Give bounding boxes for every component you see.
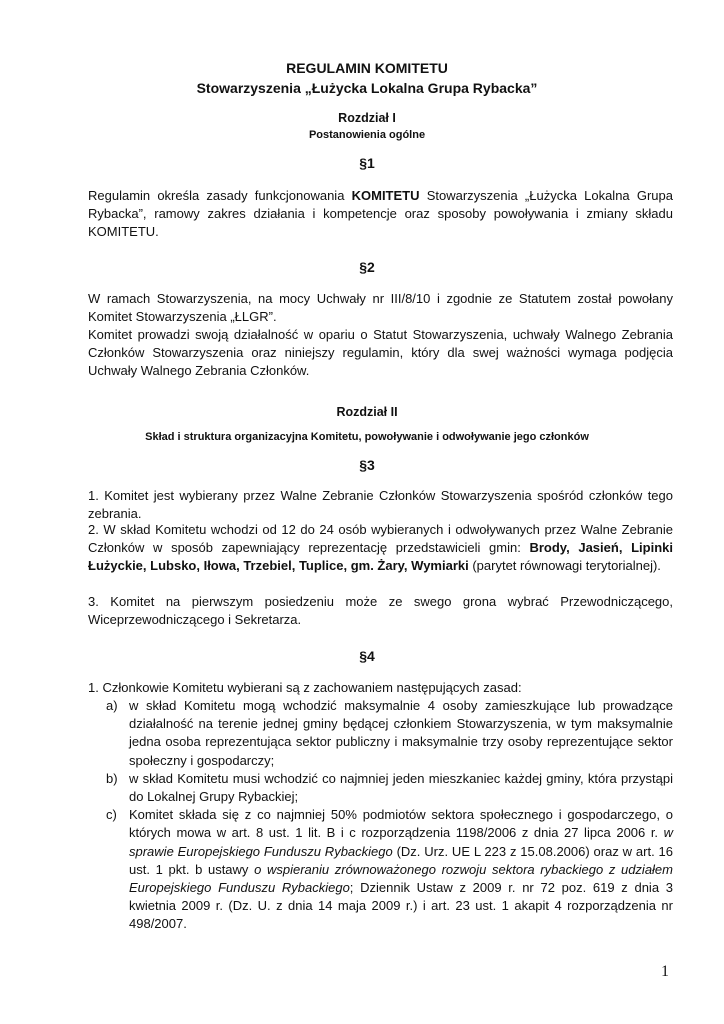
list-item bbox=[88, 770, 673, 806]
section-2-mark: §2 bbox=[359, 259, 375, 275]
list-item-label: c) bbox=[106, 807, 117, 823]
section-1-mark: §1 bbox=[359, 155, 375, 171]
list-item bbox=[88, 806, 673, 933]
document-title bbox=[60, 58, 674, 98]
section-4-mark: §4 bbox=[359, 648, 375, 664]
list-item-text-italic-1: w sprawie Europejskiego Funduszu Rybackiego bbox=[129, 825, 673, 859]
title-line-2: Stowarzyszenia „Łużycka Lokalna Grupa Rybacka” bbox=[196, 80, 538, 96]
section-2-text-2: Komitet prowadzi swoją działalność w opariu o Statut Stowarzyszenia, uchwały Walnego Zebrania Członków Stowarzyszenia oraz niniejszy regulamin, który dla swej ważności wymaga podjęcia Uchwały Walnego Zebrania Członków. bbox=[88, 327, 673, 379]
chapter-2-subtitle: Skład i struktura organizacyjna Komitetu, powoływanie i odwoływanie jego członków bbox=[145, 431, 589, 443]
list-item-label: a) bbox=[106, 698, 118, 713]
section-1-text bbox=[88, 187, 673, 242]
section-3-municipalities: Brody, Jasień, Lipinki Łużyckie, Lubsko, Iłowa, Trzebiel, Tuplice, gm. Żary, Wymiarki bbox=[88, 540, 673, 574]
list-item-text: w skład Komitetu mogą wchodzić maksymalnie 4 osoby zamieszkujące lub prowadzące działalność na terenie jednej gminy będącej członkiem Stowarzyszenia, w tym maksymalnie jedna osoba reprezentująca sektor publiczny i maksymalnie trzy osoby reprezentujące sektor społeczny i gospodarczy; bbox=[129, 698, 673, 768]
section-1-text-a: Regulamin określa zasady funkcjonowania bbox=[88, 188, 352, 203]
list-item-text: w skład Komitetu musi wchodzić co najmniej jeden mieszkaniec każdej gminy, która przystąpi do Lokalnej Grupy Rybackiej; bbox=[129, 770, 673, 805]
section-3-mark: §3 bbox=[359, 457, 375, 473]
list-item-label: b) bbox=[106, 770, 118, 786]
section-2-text-1: W ramach Stowarzyszenia, na mocy Uchwały nr III/8/10 i zgodnie ze Statutem został powołany Komitet Stowarzyszenia „ŁLGR”. bbox=[88, 291, 673, 325]
list-item-text-1: Komitet składa się z co najmniej 50% podmiotów sektora społecznego i gospodarczego, o których mowa w art. 8 ust. 1 lit. B i c rozporządzenia 1198/2006 z dnia 27 lipca 2006 r. bbox=[129, 807, 673, 841]
section-3-item-2 bbox=[88, 521, 673, 576]
list-item bbox=[88, 697, 673, 770]
title-line-1: REGULAMIN KOMITETU bbox=[286, 60, 448, 76]
list-item-text-italic-2: o wspieraniu zrównoważonego rozwoju sektora rybackiego z udziałem Europejskiego Funduszu Rybackiego bbox=[129, 861, 673, 896]
list-item-text-3: (Dz. Urz. UE L 223 z 15.08.2006) oraz w art. 16 ust. 1 pkt. b ustawy bbox=[129, 843, 673, 877]
section-3-item-1: 1. Komitet jest wybierany przez Walne Zebranie Członków Stowarzyszenia spośród członków tego zebrania. bbox=[88, 488, 673, 522]
chapter-1-title: Rozdział I bbox=[338, 111, 396, 125]
chapter-1-heading bbox=[60, 110, 674, 144]
page-number: 1 bbox=[661, 963, 669, 980]
section-4-intro: 1. Członkowie Komitetu wybierani są z zachowaniem następujących zasad: bbox=[88, 680, 522, 695]
section-1-text-c: Stowarzyszenia „Łużycka Lokalna Grupa Rybacka”, ramowy zakres działania i kompetencje oraz sposoby powoływania i zmiany składu KOMITETU. bbox=[88, 188, 673, 240]
section-1-text-bold: KOMITETU bbox=[351, 188, 420, 203]
chapter-2-title: Rozdział II bbox=[336, 405, 398, 419]
section-3-item-2-c: (parytet równowagi terytorialnej). bbox=[468, 558, 661, 574]
section-3-item-3: 3. Komitet na pierwszym posiedzeniu może ze swego grona wybrać Przewodniczącego, Wiceprzewodniczącego i Sekretarza. bbox=[88, 594, 673, 628]
chapter-1-subtitle: Postanowienia ogólne bbox=[308, 129, 426, 141]
section-4-list bbox=[88, 697, 673, 934]
section-3-item-2-a: 2. W skład Komitetu wchodzi od 12 do 24 osób wybieranych i odwoływanych przez Walne Zebranie Członków w sposób zapewniający reprezentację przedstawicieli gmin: bbox=[88, 522, 673, 556]
list-item-text-5: ; Dziennik Ustaw z 2009 r. nr 72 poz. 619 z dnia 3 kwietnia 2009 r. (Dz. U. z dnia 14 maja 2009 r.) i art. 23 ust. 1 akapit 4 rozporządzenia nr 498/2007. bbox=[129, 880, 673, 932]
